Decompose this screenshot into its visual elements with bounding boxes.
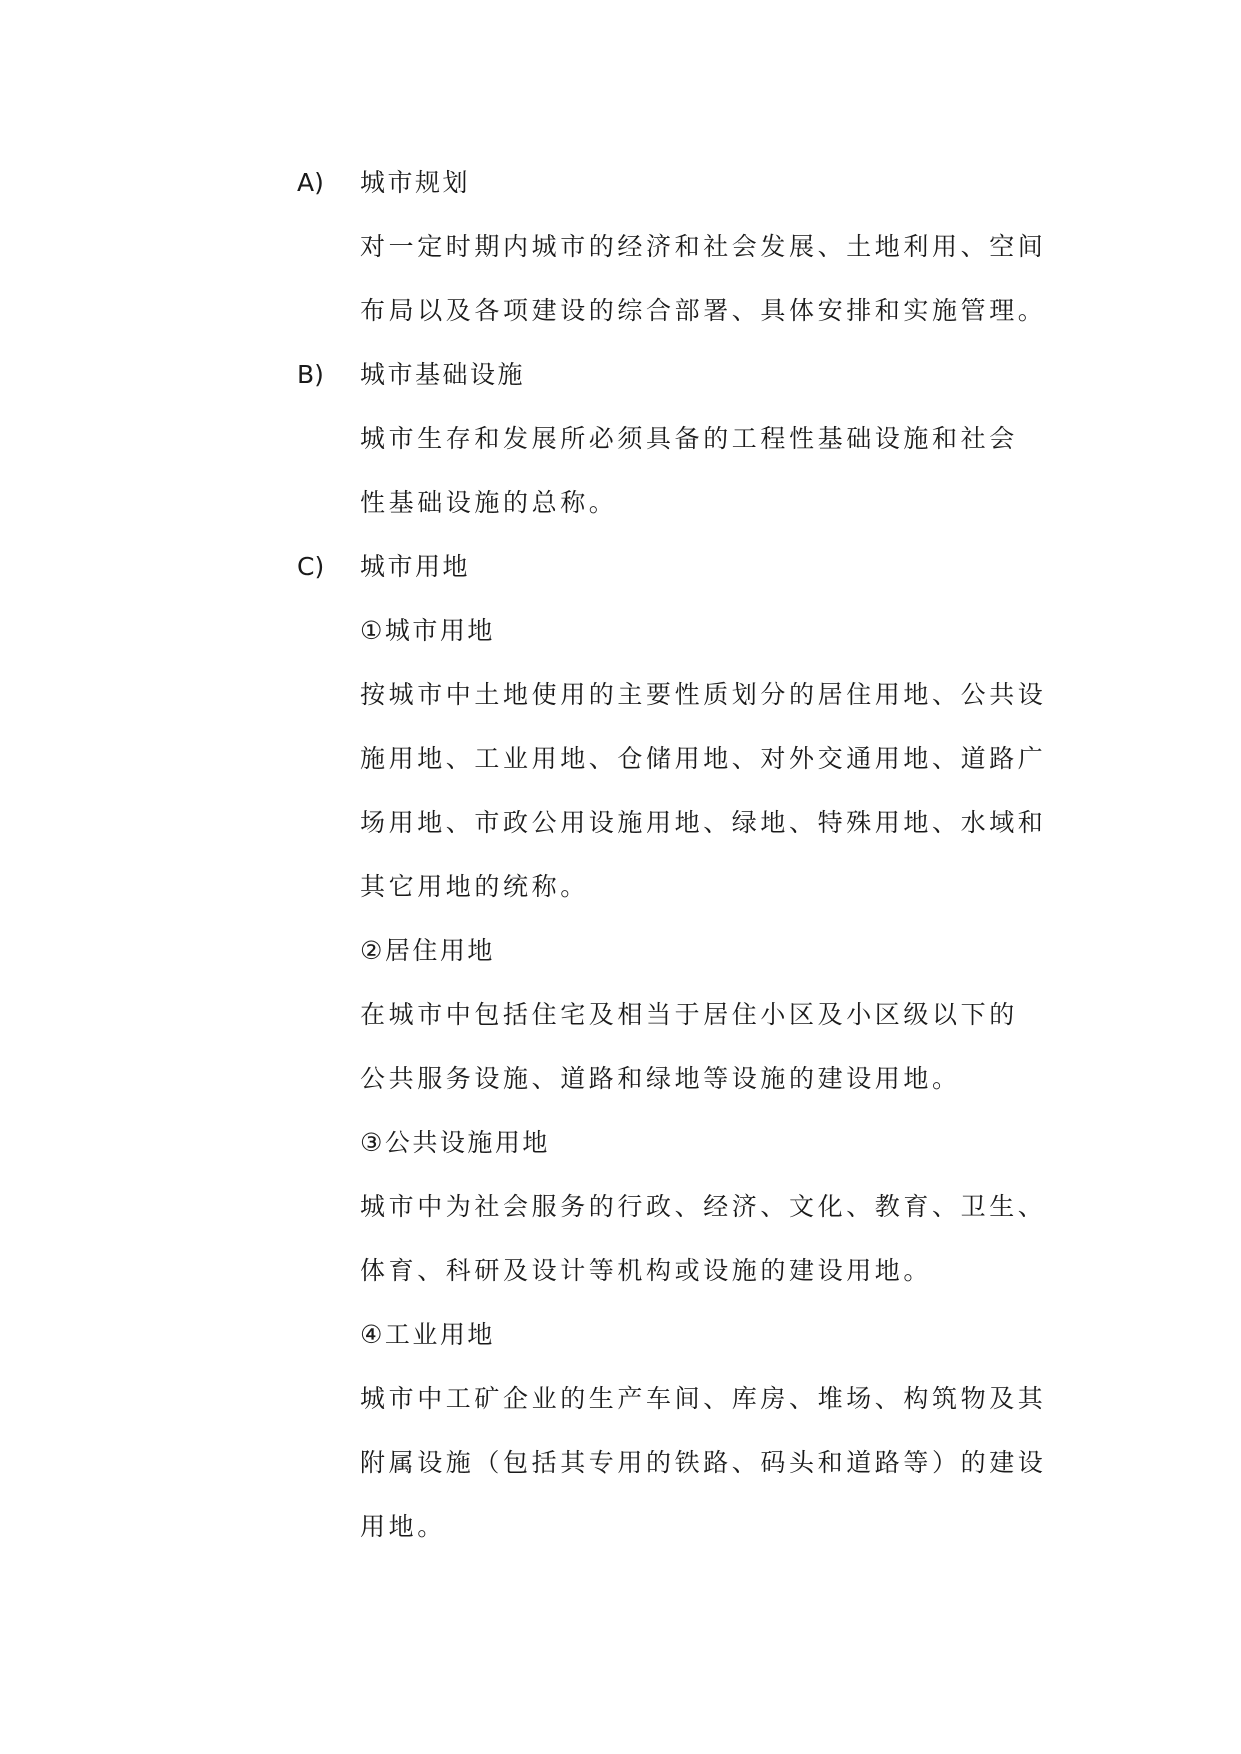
paragraph-line: 对一定时期内城市的经济和社会发展、土地利用、空间 xyxy=(360,232,1047,261)
item-title-public-facilities-land: ③公共设施用地 xyxy=(360,1128,550,1157)
section-title-urban-land: 城市用地 xyxy=(360,552,471,581)
paragraph-line: 用地。 xyxy=(360,1512,446,1541)
item-title-industrial-land: ④工业用地 xyxy=(360,1320,495,1349)
section-label-a: A) xyxy=(297,168,324,197)
section-label-b: B) xyxy=(297,360,324,389)
section-title-infrastructure: 城市基础设施 xyxy=(360,360,526,389)
paragraph-line: 其它用地的统称。 xyxy=(360,872,589,901)
paragraph-line: 场用地、市政公用设施用地、绿地、特殊用地、水域和 xyxy=(360,808,1047,837)
paragraph-line: 在城市中包括住宅及相当于居住小区及小区级以下的 xyxy=(360,1000,1018,1029)
paragraph-line: 公共服务设施、道路和绿地等设施的建设用地。 xyxy=(360,1064,961,1093)
paragraph-line: 性基础设施的总称。 xyxy=(360,488,618,517)
section-title-urban-planning: 城市规划 xyxy=(360,168,471,197)
paragraph-line: 城市中为社会服务的行政、经济、文化、教育、卫生、 xyxy=(360,1192,1047,1221)
paragraph-line: 施用地、工业用地、仓储用地、对外交通用地、道路广 xyxy=(360,744,1047,773)
paragraph-line: 附属设施（包括其专用的铁路、码头和道路等）的建设 xyxy=(360,1448,1047,1477)
paragraph-line: 布局以及各项建设的综合部署、具体安排和实施管理。 xyxy=(360,296,1047,325)
section-label-c: C) xyxy=(297,552,325,581)
paragraph-line: 城市生存和发展所必须具备的工程性基础设施和社会 xyxy=(360,424,1018,453)
paragraph-line: 按城市中土地使用的主要性质划分的居住用地、公共设 xyxy=(360,680,1047,709)
item-title-residential-land: ②居住用地 xyxy=(360,936,495,965)
item-title-urban-land: ①城市用地 xyxy=(360,616,495,645)
paragraph-line: 体育、科研及设计等机构或设施的建设用地。 xyxy=(360,1256,933,1285)
paragraph-line: 城市中工矿企业的生产车间、库房、堆场、构筑物及其 xyxy=(360,1384,1047,1413)
